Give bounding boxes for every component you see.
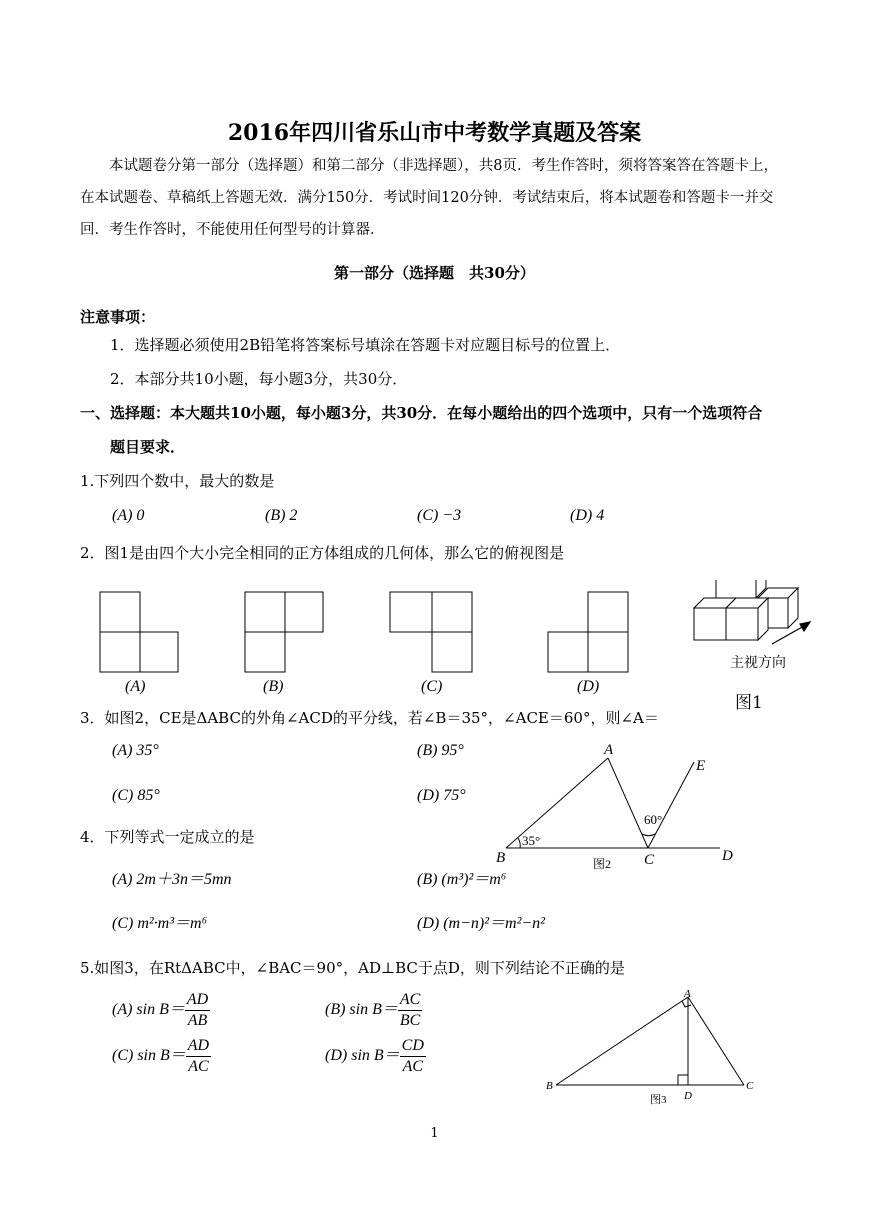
view-direction-label: 主视方向: [730, 655, 786, 671]
q3-option-c: (C) 85°: [112, 787, 160, 804]
q2-label-d: (D): [577, 678, 600, 695]
fig2-label-a: A: [604, 742, 614, 758]
fig2-label-d: D: [722, 848, 733, 864]
q4-option-b: (B) (m³)²＝m⁶: [417, 871, 507, 888]
q2-label-c: (C): [421, 678, 443, 695]
figure1-caption: 图1: [735, 693, 763, 713]
fig2-caption: 图2: [593, 857, 612, 871]
q5-option-d: (D) sin B＝ $\frac{CD}{AC}$: [325, 1037, 424, 1075]
page-title: 2016年四川省乐山市中考数学真题及答案: [227, 120, 642, 146]
q2-stem: 2．图1是由四个大小完全相同的正方体组成的几何体，那么它的俯视图是: [80, 544, 565, 562]
q5-stem: 5.如图3，在RtΔABC中，∠BAC＝90°，AD⊥BC于点D，则下列结论不正确的是: [80, 959, 625, 977]
q2-label-b: (B): [263, 678, 284, 695]
fig2-angle-c: 60°: [644, 812, 663, 827]
q1-option-a: (A) 0: [112, 507, 145, 524]
notes-heading: 注意事项：: [80, 308, 156, 326]
view-option-c: [390, 592, 472, 672]
q4-option-c: (C) m²·m³＝m⁶: [112, 915, 208, 932]
q5-option-b: (B) sin B＝ $\frac{AC}{BC}$: [325, 991, 421, 1029]
fig2-label-c: C: [644, 852, 655, 868]
q5-option-a: (A) sin B＝ $\frac{AD}{AB}$: [112, 991, 209, 1029]
q3-option-d: (D) 75°: [417, 787, 466, 804]
fig2-angle-b: 35°: [522, 833, 541, 848]
fig3-label-a: A: [684, 988, 691, 1000]
q1-option-d: (D) 4: [570, 507, 605, 524]
q3-stem: 3．如图2，CE是ΔABC的外角∠ACD的平分线，若∠B＝35°，∠ACE＝60°，则∠A＝: [80, 709, 659, 727]
section1-instructions: 一、选择题：本大题共10小题，每小题3分，共30分．在每小题给出的四个选项中，只有一个选项符合: [80, 404, 763, 422]
q1-stem: 1.下列四个数中，最大的数是: [80, 472, 275, 490]
view-option-a: [100, 592, 178, 672]
q4-option-d: (D) (m−n)²＝m²−n²: [417, 915, 545, 932]
q4-stem: 4．下列等式一定成立的是: [80, 828, 255, 846]
q5-option-c: (C) sin B＝ $\frac{AD}{AC}$: [112, 1037, 210, 1075]
q1-option-b: (B) 2: [265, 507, 298, 524]
fig2-label-b: B: [496, 850, 506, 866]
fig2-label-e: E: [696, 758, 706, 774]
view-option-d: [548, 592, 628, 672]
fig3-label-b: B: [546, 1080, 553, 1092]
fig3-caption: 图3: [650, 1094, 667, 1106]
figure3-right-triangle: [540, 985, 770, 1110]
q3-option-b: (B) 95°: [417, 742, 464, 759]
figure2-triangle: [490, 740, 750, 872]
part1-heading: 第一部分（选择题 共30分）: [334, 264, 535, 282]
section1-instructions-cont: 题目要求．: [110, 438, 186, 456]
note-item-1: 1．选择题必须使用2B铅笔将答案标号填涂在答题卡对应题目标号的位置上．: [110, 336, 621, 354]
intro-paragraph: 本试题卷分第一部分（选择题）和第二部分（非选择题），共8页．考生作答时，须将答案答在答题卡上，在本试题卷、草稿纸上答题无效．满分150分．考试时间120分钟．考试结束后，将本试题卷和答题卡一并交回．考生作答时，不能使用任何型号的计算器．: [80, 158, 778, 238]
q4-option-a: (A) 2m＋3n＝5mn: [112, 871, 232, 888]
fig3-label-c: C: [746, 1080, 754, 1092]
view-option-b: [245, 592, 323, 672]
q2-label-a: (A): [125, 678, 146, 695]
fig3-label-d: D: [684, 1090, 692, 1102]
page-number: 1: [430, 1126, 439, 1141]
q3-option-a: (A) 35°: [112, 742, 159, 759]
note-item-2: 2．本部分共10小题，每小题3分，共30分．: [110, 370, 408, 388]
cube-stack-figure: [694, 580, 798, 640]
q1-option-c: (C) −3: [417, 507, 462, 524]
